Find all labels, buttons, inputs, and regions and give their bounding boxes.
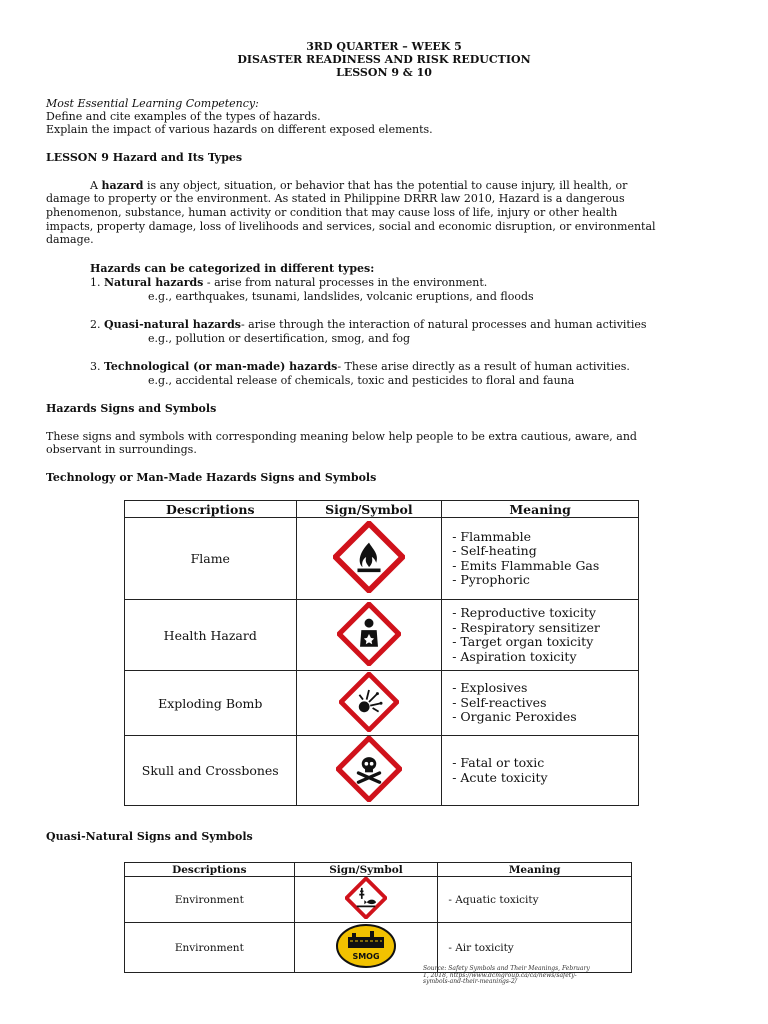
- table-row: [125, 736, 639, 806]
- table-row: [125, 600, 639, 671]
- types-heading: Hazards can be categorized in different types:: [90, 262, 375, 275]
- signs-heading: Hazards Signs and Symbols: [46, 402, 217, 415]
- table-row: [125, 671, 639, 736]
- quasi-hazard-table: [124, 862, 632, 973]
- intro-line-4: impacts, property damage, loss of livelihoods and services, social and economic disruption, or environmental: [46, 220, 656, 233]
- intro-line-2: damage to property or the environment. As stated in Philippine DRRR law 2010, Hazard is a dangerous: [46, 192, 625, 205]
- type-technological: 3. Technological (or man-made) hazards- These arise directly as a result of human activities.: [90, 360, 630, 373]
- header-lesson: LESSON 9 & 10: [336, 66, 432, 79]
- source-citation: Source: Safety Symbols and Their Meanings, February 1, 2018, https://www.dcmgroup.ca/ca/news/safety- symbols-and-their-meanings-2/: [423, 965, 590, 985]
- intro-line-5: damage.: [46, 233, 94, 246]
- tech-table-title: Technology or Man-Made Hazards Signs and Symbols: [46, 471, 377, 484]
- table-row: [125, 877, 632, 923]
- flame-pictogram-icon: [333, 521, 405, 593]
- signs-text-2: observant in surroundings.: [46, 443, 197, 456]
- row-description: Skull and Crossbones: [125, 736, 297, 806]
- lesson9-title: LESSON 9 Hazard and Its Types: [46, 151, 243, 164]
- row-meaning: - Fatal or toxic - Acute toxicity: [442, 736, 639, 806]
- intro-line-3: phenomenon, substance, human activity or condition that may cause loss of life, injury or other health: [46, 206, 618, 219]
- type-technological-example: e.g., accidental release of chemicals, toxic and pesticides to floral and fauna: [148, 374, 575, 387]
- header-meaning: Meaning: [438, 863, 632, 877]
- type-quasi-natural: 2. Quasi-natural hazards- arise through the interaction of natural processes and human activities: [90, 318, 647, 331]
- table-header-row: [125, 501, 639, 518]
- competency-item-1: Define and cite examples of the types of hazards.: [46, 110, 321, 123]
- header-meaning: Meaning: [442, 501, 639, 518]
- table-row: [125, 518, 639, 600]
- header-sign-symbol: Sign/Symbol: [294, 863, 438, 877]
- header-descriptions: Descriptions: [125, 501, 297, 518]
- type-quasi-example: e.g., pollution or desertification, smog, and fog: [148, 332, 411, 345]
- header-quarter: 3RD QUARTER – WEEK 5: [306, 40, 462, 53]
- row-meaning: - Air toxicity: [438, 923, 632, 973]
- row-meaning: - Aquatic toxicity: [438, 877, 632, 923]
- row-description: Health Hazard: [125, 600, 297, 671]
- competency-label: Most Essential Learning Competency:: [46, 97, 259, 110]
- health-hazard-pictogram-icon: [337, 602, 401, 666]
- signs-text-1: These signs and symbols with corresponding meaning below help people to be extra cautious, aware, and: [46, 430, 637, 443]
- type-natural-example: e.g., earthquakes, tsunami, landslides, volcanic eruptions, and floods: [148, 290, 534, 303]
- row-description: Environment: [125, 877, 295, 923]
- header-subject: DISASTER READINESS AND RISK REDUCTION: [237, 53, 531, 66]
- smog-sign-icon: [335, 923, 397, 969]
- header-sign-symbol: Sign/Symbol: [296, 501, 442, 518]
- type-natural: 1. Natural hazards - arise from natural processes in the environment.: [90, 276, 488, 289]
- exploding-bomb-pictogram-icon: [339, 672, 399, 732]
- row-description: Environment: [125, 923, 295, 973]
- table-header-row: [125, 863, 632, 877]
- skull-crossbones-pictogram-icon: [336, 736, 402, 802]
- tech-hazard-table: [124, 500, 639, 806]
- row-meaning: - Flammable - Self-heating - Emits Flammable Gas - Pyrophoric: [442, 518, 639, 600]
- row-description: Exploding Bomb: [125, 671, 297, 736]
- intro-hazard-term: hazard: [101, 179, 144, 192]
- header-descriptions: Descriptions: [125, 863, 295, 877]
- row-meaning: - Reproductive toxicity - Respiratory sensitizer - Target organ toxicity - Aspiration toxicity: [442, 600, 639, 671]
- quasi-table-title: Quasi-Natural Signs and Symbols: [46, 830, 253, 843]
- smog-sign-text: SMOG: [352, 952, 380, 961]
- intro-line-1: A hazard is any object, situation, or behavior that has the potential to cause injury, ill health, or: [90, 179, 628, 192]
- environment-pictogram-icon: [345, 877, 387, 919]
- competency-item-2: Explain the impact of various hazards on different exposed elements.: [46, 123, 433, 136]
- row-description: Flame: [125, 518, 297, 600]
- row-meaning: - Explosives - Self-reactives - Organic Peroxides: [442, 671, 639, 736]
